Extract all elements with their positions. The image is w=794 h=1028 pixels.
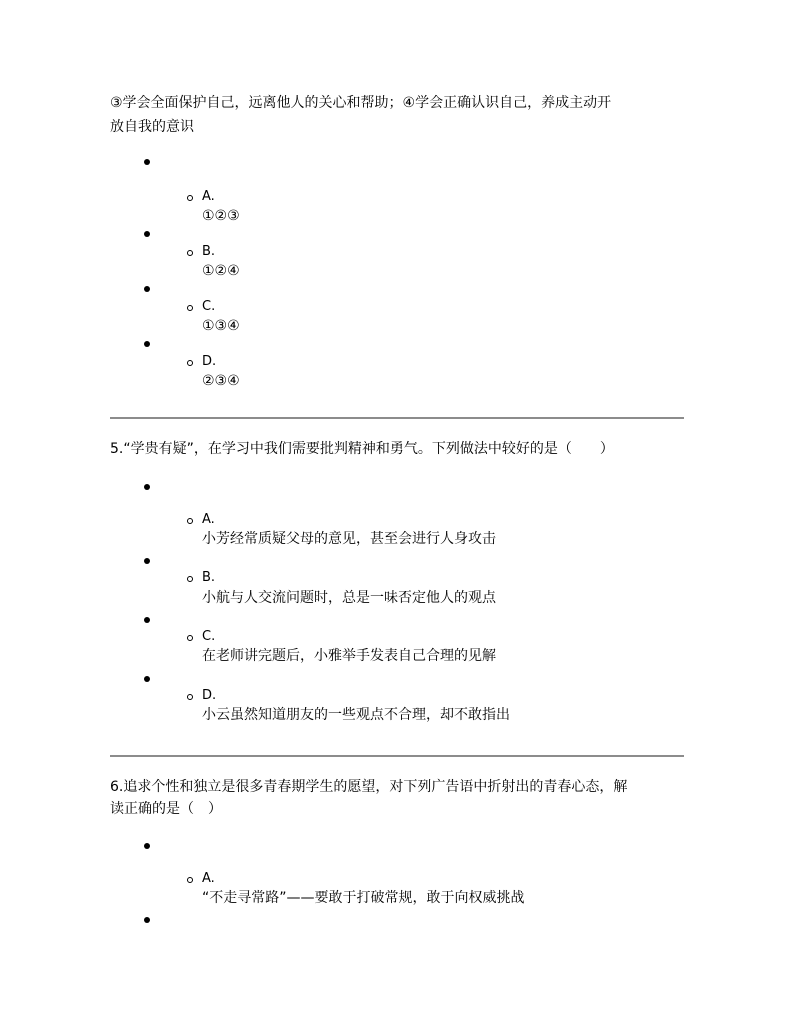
list-bullet [144,843,150,849]
question-6-stem-line-2: 读正确的是（ ） [110,801,222,817]
option-text: ①②④ [202,263,240,279]
list-bullet [144,676,150,682]
list-bullet [144,286,150,292]
option-text: ②③④ [202,373,240,389]
radio-circle[interactable] [187,195,193,201]
list-bullet [144,558,150,564]
list-bullet [144,617,150,623]
radio-circle[interactable] [187,635,193,641]
list-bullet [144,484,150,490]
list-bullet [144,917,150,923]
radio-circle[interactable] [187,305,193,311]
option-letter: A. [202,189,215,204]
radio-circle[interactable] [187,518,193,524]
question-divider [110,417,684,419]
list-bullet [144,159,150,165]
option-text: ①②③ [202,208,240,224]
option-text: 小芳经常质疑父母的意见，甚至会进行人身攻击 [202,531,496,547]
question-6-stem-line-1: 6.追求个性和独立是很多青春期学生的愿望，对下列广告语中折射出的青春心态，解 [110,779,628,795]
radio-circle[interactable] [187,360,193,366]
radio-circle[interactable] [187,877,193,883]
option-text: 小云虽然知道朋友的一些观点不合理，却不敢指出 [202,707,510,723]
option-letter: B. [202,570,216,585]
option-letter: A. [202,512,215,527]
option-letter: C. [202,299,216,314]
radio-circle[interactable] [187,576,193,582]
option-text: “不走寻常路”——要敢于打破常规，敢于向权威挑战 [202,890,525,906]
option-letter: D. [202,688,217,703]
radio-circle[interactable] [187,694,193,700]
option-letter: C. [202,629,216,644]
option-text: 小航与人交流问题时，总是一味否定他人的观点 [202,590,496,606]
radio-circle[interactable] [187,250,193,256]
list-bullet [144,341,150,347]
list-bullet [144,231,150,237]
option-letter: D. [202,354,217,369]
question-4-stem-line-1: ③学会全面保护自己，远离他人的关心和帮助；④学会正确认识自己，养成主动开 [110,95,612,111]
question-4-stem-line-2: 放自我的意识 [110,119,194,135]
option-text: 在老师讲完题后，小雅举手发表自己合理的见解 [202,648,496,664]
option-letter: A. [202,871,215,886]
option-letter: B. [202,244,216,259]
option-text: ①③④ [202,318,240,334]
question-divider [110,755,684,757]
question-5-stem: 5.“学贵有疑”，在学习中我们需要批判精神和勇气。下列做法中较好的是（ ） [110,441,614,457]
